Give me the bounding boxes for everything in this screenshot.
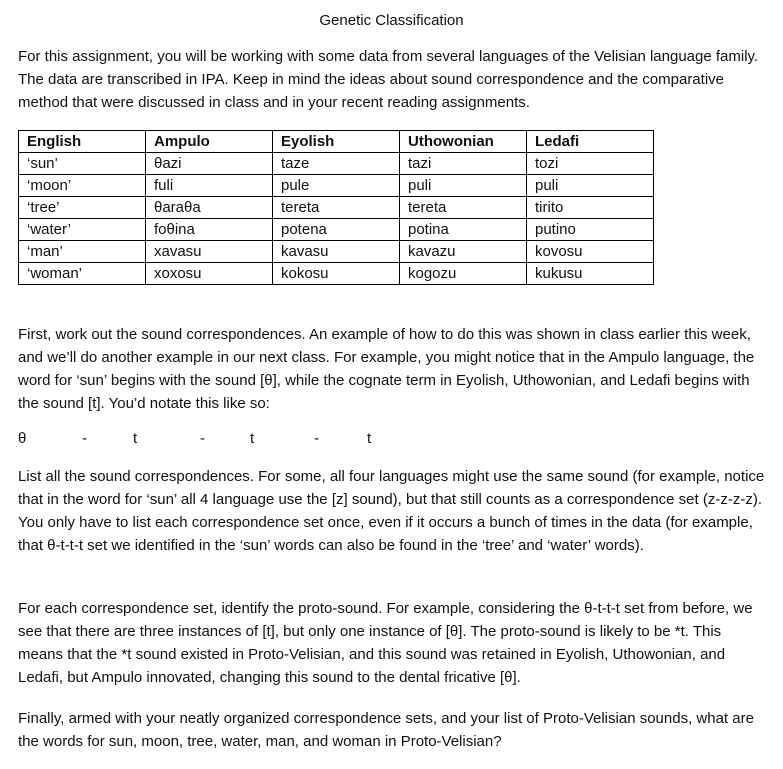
table-cell: ‘woman’	[19, 263, 146, 285]
table-cell: tereta	[273, 197, 400, 219]
proto-paragraph: For each correspondence set, identify the proto-sound. For example, considering the θ-t-t-t set from before, we see that there are three instances of [t], but only one instance of [θ]. The proto-sound is likely to be *t. This means that the *t sound existed in Proto-Velisian, and this sound was retained in Eyolish, Uthowonian, and Ledafi, but Ampulo innovated, changing this sound to the dental fricative [θ].	[18, 600, 753, 686]
table-cell: fuli	[146, 175, 273, 197]
table-cell: xoxosu	[146, 263, 273, 285]
language-data-table	[18, 130, 654, 285]
table-cell: ‘man’	[19, 241, 146, 263]
column-header-eyolish: Eyolish	[273, 131, 400, 153]
table-cell: ‘sun’	[19, 153, 146, 175]
table-cell: taze	[273, 153, 400, 175]
table-cell: kovosu	[527, 241, 654, 263]
table-cell: kogozu	[400, 263, 527, 285]
table-cell: ‘tree’	[19, 197, 146, 219]
table-cell: tozi	[527, 153, 654, 175]
first-paragraph: First, work out the sound correspondences. An example of how to do this was shown in class earlier this week, and we’ll do another example in our next class. For example, you might notice that in the Ampulo language, the word for ‘sun’ begins with the sound [θ], while the cognate term in Eyolish, Uthowonian, and Ledafi begins with the sound [t]. You’d notate this like so:	[18, 326, 755, 412]
correspondence-example	[18, 428, 438, 450]
table-row	[19, 263, 654, 285]
table-cell: potena	[273, 219, 400, 241]
intro-paragraph: For this assignment, you will be working with some data from several languages of the Velisian language family. The data are transcribed in IPA. Keep in mind the ideas about sound correspondence and the comparative method that were discussed in class and in your recent reading assignments.	[18, 48, 759, 111]
final-question: Finally, armed with your neatly organized correspondence sets, and your list of Proto-Velisian sounds, what are the words for sun, moon, tree, water, man, and woman in Proto-Velisian?	[18, 710, 754, 750]
table-cell: kukusu	[527, 263, 654, 285]
table-cell: puli	[400, 175, 527, 197]
table-cell: tirito	[527, 197, 654, 219]
table-cell: potina	[400, 219, 527, 241]
table-row	[19, 219, 654, 241]
table-row	[19, 197, 654, 219]
correspondence-sound: θ	[18, 430, 27, 447]
table-cell: xavasu	[146, 241, 273, 263]
correspondence-sound: t	[250, 430, 255, 447]
table-cell: tereta	[400, 197, 527, 219]
table-row	[19, 153, 654, 175]
table-row	[19, 241, 654, 263]
correspondence-dash: -	[314, 430, 319, 447]
column-header-ledafi: Ledafi	[527, 131, 654, 153]
table-cell: ‘moon’	[19, 175, 146, 197]
table-cell: kokosu	[273, 263, 400, 285]
table-row	[19, 175, 654, 197]
table-cell: putino	[527, 219, 654, 241]
column-header-ampulo: Ampulo	[146, 131, 273, 153]
table-cell: θazi	[146, 153, 273, 175]
table-cell: ‘water’	[19, 219, 146, 241]
list-paragraph: List all the sound correspondences. For some, all four languages might use the same sound (for example, notice that in the word for ‘sun’ all 4 language use the [z] sound), but that still counts as a correspondence set (z-z-z-z). You only have to list each correspondence set once, even if it occurs a bunch of times in the data (for example, that θ-t-t-t set we identified in the ‘sun’ words can also be found in the ‘tree’ and ‘water’ words).	[18, 468, 765, 554]
column-header-uthowonian: Uthowonian	[400, 131, 527, 153]
table-cell: puli	[527, 175, 654, 197]
column-header-english: English	[19, 131, 146, 153]
table-cell: kavazu	[400, 241, 527, 263]
table-cell: kavasu	[273, 241, 400, 263]
document-title: Genetic Classification	[319, 12, 464, 29]
table-cell: pule	[273, 175, 400, 197]
table-cell: θaraθa	[146, 197, 273, 219]
table-header-row	[19, 131, 654, 153]
table-cell: foθina	[146, 219, 273, 241]
correspondence-sound: t	[367, 430, 372, 447]
correspondence-sound: t	[133, 430, 138, 447]
correspondence-dash: -	[200, 430, 205, 447]
correspondence-dash: -	[82, 430, 87, 447]
table-cell: tazi	[400, 153, 527, 175]
